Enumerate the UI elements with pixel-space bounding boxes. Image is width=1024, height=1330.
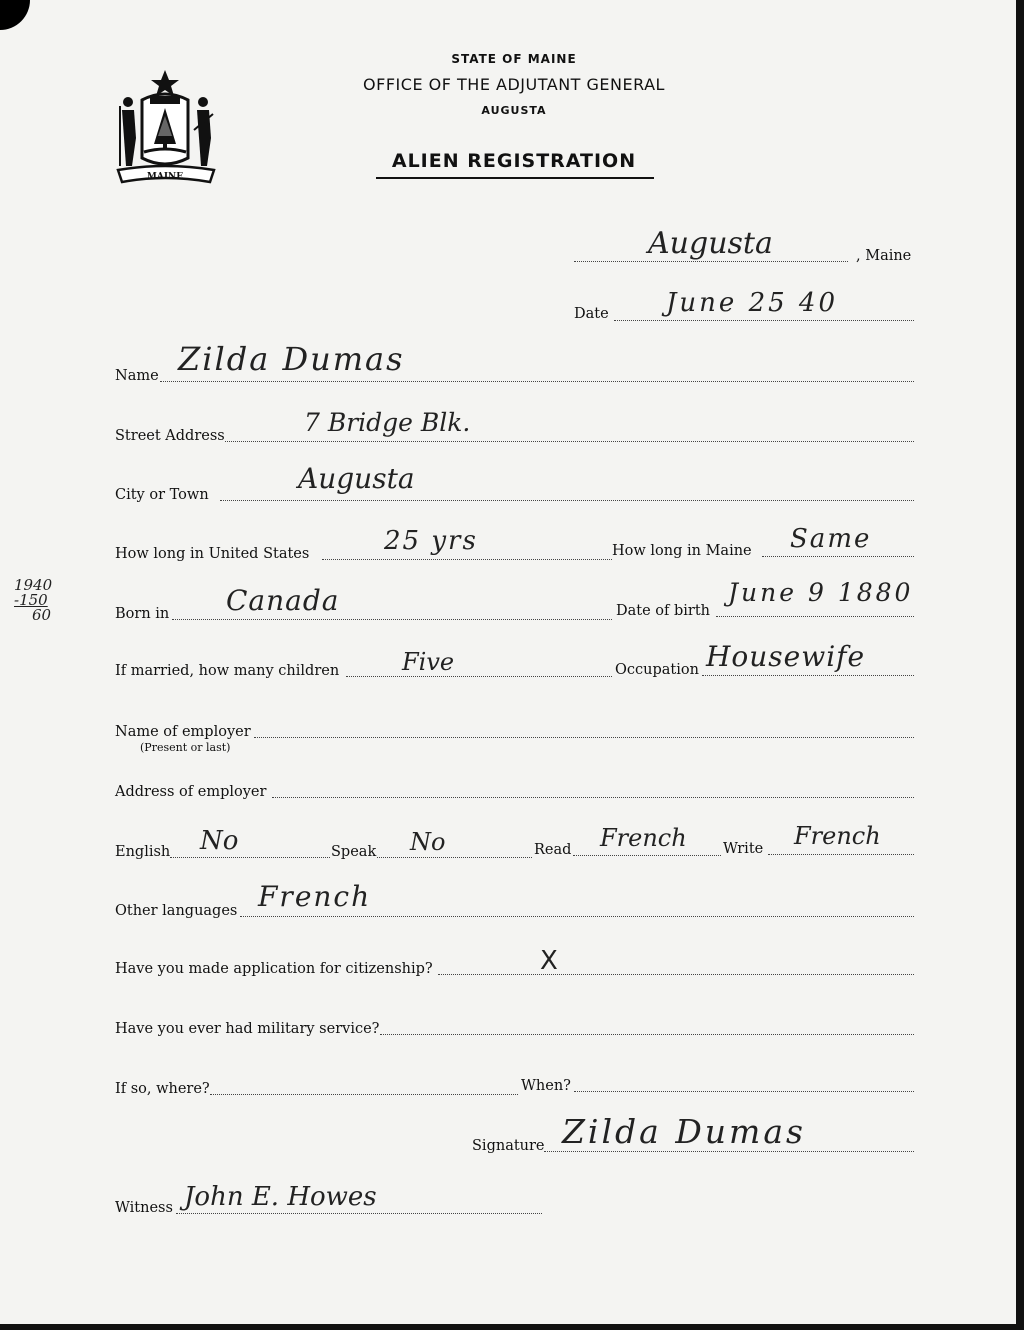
header-office: OFFICE OF THE ADJUTANT GENERAL	[363, 75, 665, 94]
margin-note-line-3: 60	[32, 606, 52, 624]
employer-address-line	[272, 797, 914, 798]
read-label: Read	[534, 842, 572, 858]
english-line	[170, 857, 330, 858]
employer-name-label: Name of employer	[115, 724, 251, 740]
citizenship-line	[438, 974, 914, 975]
write-value: French	[794, 822, 881, 850]
margin-note-line-1: 1940	[14, 576, 53, 594]
date-of-birth-label: Date of birth	[616, 603, 711, 619]
other-languages-line	[240, 916, 914, 917]
write-line	[768, 854, 914, 855]
military-label: Have you ever had military service?	[115, 1021, 380, 1037]
other-languages-value: French	[258, 880, 372, 913]
english-value: No	[200, 826, 239, 856]
name-line	[160, 381, 914, 382]
when-line	[574, 1091, 914, 1092]
date-of-birth-line	[716, 616, 914, 617]
read-line	[573, 855, 721, 856]
scan-corner	[0, 0, 30, 30]
city-label: City or Town	[115, 487, 209, 503]
date-value: June 25 40	[666, 288, 838, 318]
city-value: Augusta	[298, 462, 415, 495]
city-line	[220, 500, 914, 501]
how-long-us-value: 25 yrs	[384, 526, 478, 556]
date-label: Date	[574, 306, 609, 322]
date-of-birth-value: June 9 1880	[728, 578, 914, 607]
speak-line	[377, 857, 532, 858]
speak-value: No	[410, 828, 446, 856]
name-label: Name	[115, 368, 159, 384]
when-label: When?	[521, 1078, 571, 1094]
write-label: Write	[723, 841, 764, 857]
signature-value: Zilda Dumas	[562, 1112, 806, 1151]
children-label: If married, how many children	[115, 663, 340, 679]
place-value: Augusta	[648, 226, 773, 261]
witness-label: Witness	[115, 1200, 173, 1216]
occupation-line	[702, 675, 914, 676]
born-in-line	[172, 619, 612, 620]
occupation-label: Occupation	[615, 662, 699, 678]
military-line	[380, 1034, 914, 1035]
children-line	[346, 676, 612, 677]
street-line	[225, 441, 914, 442]
how-long-maine-value: Same	[790, 524, 872, 554]
how-long-us-line	[322, 559, 612, 560]
header-city: AUGUSTA	[481, 104, 547, 117]
speak-label: Speak	[331, 844, 377, 860]
born-in-label: Born in	[115, 606, 170, 622]
margin-note	[14, 578, 52, 623]
scan-border-right	[1016, 0, 1024, 1330]
how-long-maine-label: How long in Maine	[612, 543, 752, 559]
occupation-value: Housewife	[706, 640, 866, 673]
title-underline	[376, 177, 654, 179]
scan-border-bottom	[0, 1324, 1024, 1330]
street-value: 7 Bridge Blk.	[304, 408, 471, 437]
employer-address-label: Address of employer	[115, 784, 267, 800]
how-long-us-label: How long in United States	[115, 546, 310, 562]
signature-label: Signature	[472, 1138, 545, 1154]
citizenship-value: X	[540, 946, 558, 976]
form-title: ALIEN REGISTRATION	[391, 150, 637, 172]
margin-note-line-2: -150	[14, 591, 48, 609]
seal-banner-text: MAINE	[146, 172, 184, 182]
how-long-maine-line	[762, 556, 914, 557]
where-label: If so, where?	[115, 1081, 210, 1097]
born-in-value: Canada	[226, 584, 340, 617]
citizenship-label: Have you made application for citizenship?	[115, 961, 433, 977]
name-value: Zilda Dumas	[178, 340, 405, 378]
signature-line	[544, 1151, 914, 1152]
employer-name-sublabel: (Present or last)	[140, 741, 231, 754]
street-label: Street Address	[115, 428, 225, 444]
english-label: English	[115, 844, 171, 860]
other-languages-label: Other languages	[115, 903, 238, 919]
header-state: STATE OF MAINE	[451, 52, 577, 66]
children-value: Five	[402, 648, 455, 676]
where-line	[210, 1094, 518, 1095]
read-value: French	[600, 824, 687, 852]
witness-line	[176, 1213, 542, 1214]
place-line	[574, 261, 848, 262]
employer-name-line	[254, 737, 914, 738]
date-line	[614, 320, 914, 321]
maine-label: , Maine	[856, 248, 912, 264]
witness-value: John E. Howes	[184, 1182, 377, 1212]
